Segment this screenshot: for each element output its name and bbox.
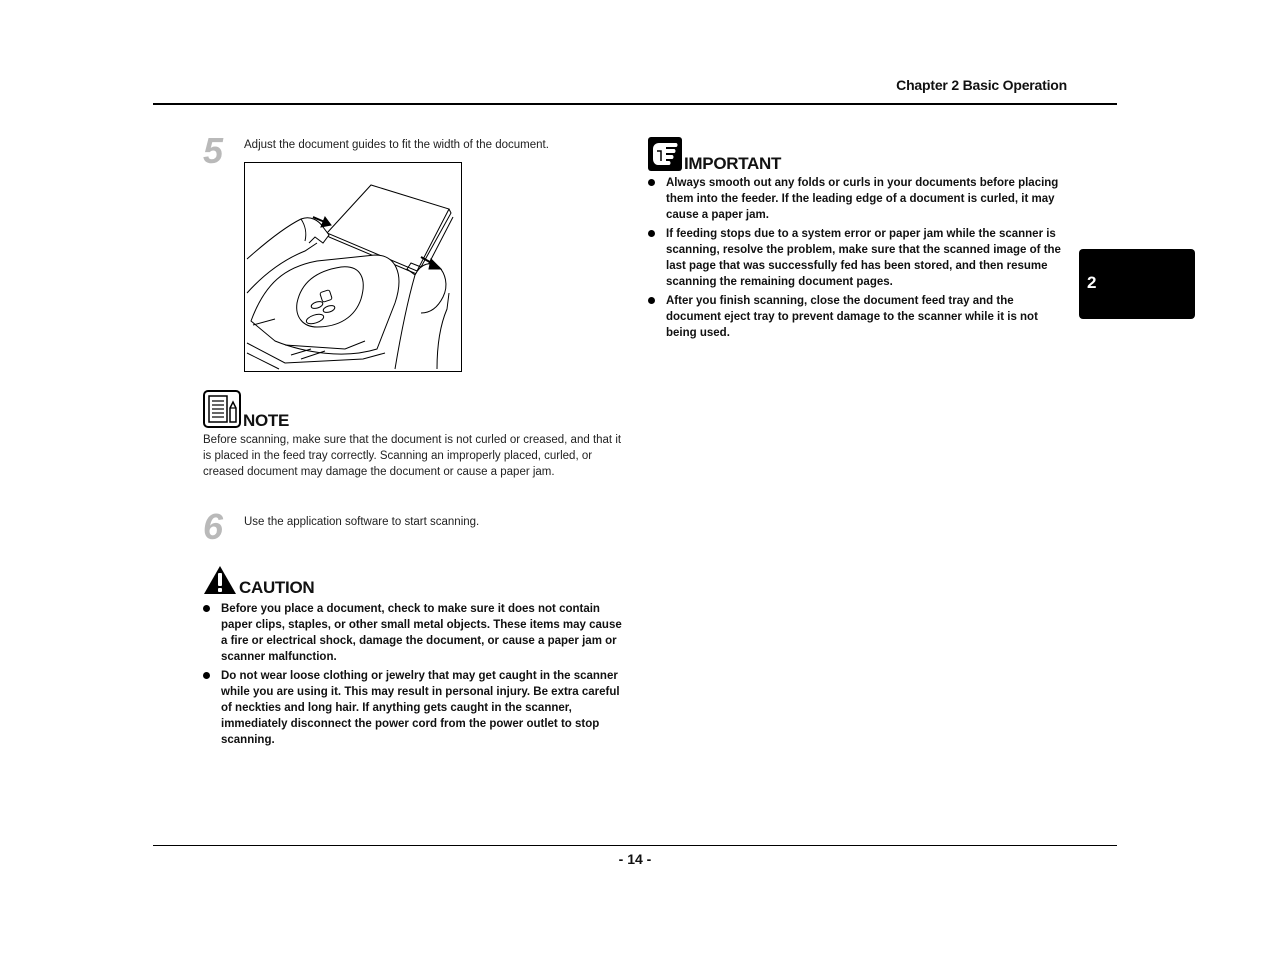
note-pencil-icon: [203, 390, 241, 428]
caution-item: [203, 601, 623, 665]
note-heading: [203, 390, 289, 428]
scanner-illustration: [244, 162, 462, 372]
important-item: [648, 226, 1068, 290]
footer-rule: [153, 845, 1117, 846]
chapter-tab: [1079, 249, 1195, 319]
caution-item-text: Before you place a document, check to make sure it does not contain paper clips, staples, or other small metal objects. These items may cause a fire or electrical shock, damage the document, or cause a paper jam or scanner malfunction.: [221, 603, 622, 663]
important-item: [648, 293, 1068, 341]
header-rule: [153, 103, 1117, 105]
note-label: NOTE: [243, 411, 290, 430]
bullet-dot-icon: [648, 297, 655, 304]
caution-heading: [203, 565, 314, 595]
important-heading: [648, 137, 781, 171]
caution-label: CAUTION: [239, 578, 315, 597]
note-text: Before scanning, make sure that the document is not curled or creased, and that it is placed in the feed tray correctly. Scanning an improperly placed, curled, or creased document may damage the document or cause a paper jam.: [203, 434, 622, 478]
important-item-text: Always smooth out any folds or curls in your documents before placing them into the feeder. If the leading edge of a document is curled, it may cause a paper jam.: [666, 177, 1059, 221]
bullet-dot-icon: [203, 672, 210, 679]
important-label: IMPORTANT: [684, 154, 782, 173]
chapter-header-title: Chapter 2 Basic Operation: [896, 77, 1067, 93]
bullet-dot-icon: [203, 605, 210, 612]
scanner-drawing: [245, 163, 461, 371]
step-6-text: Use the application software to start scanning.: [244, 516, 480, 528]
step-number-5: 5: [203, 130, 224, 171]
step-5-text: Adjust the document guides to fit the width of the document.: [244, 139, 549, 151]
bullet-dot-icon: [648, 230, 655, 237]
important-item-text: After you finish scanning, close the document feed tray and the document eject tray to prevent damage to the scanner while it is not being used.: [666, 295, 1038, 339]
bullet-dot-icon: [648, 179, 655, 186]
caution-item-text: Do not wear loose clothing or jewelry that may get caught in the scanner while you are using it. This may result in personal injury. Be extra careful of neckties and long hair. If anything gets caught in the scanner, immediately disconnect the power cord from the power outlet to stop scanning.: [221, 670, 620, 746]
step-number-6: 6: [203, 506, 224, 547]
important-list: [648, 175, 1068, 344]
important-item: [648, 175, 1068, 223]
page-number: - 14 -: [618, 851, 652, 867]
important-item-text: If feeding stops due to a system error or paper jam while the scanner is scanning, resolve the problem, make sure that the scanned image of the last page that was successfully fed has been stored, and then resume scanning the remaining document pages.: [666, 228, 1061, 288]
chapter-tab-label: 2: [1087, 273, 1097, 292]
warning-triangle-icon: [203, 565, 237, 595]
caution-item: [203, 668, 623, 748]
pointing-hand-icon: [648, 137, 682, 171]
caution-list: [203, 601, 623, 751]
